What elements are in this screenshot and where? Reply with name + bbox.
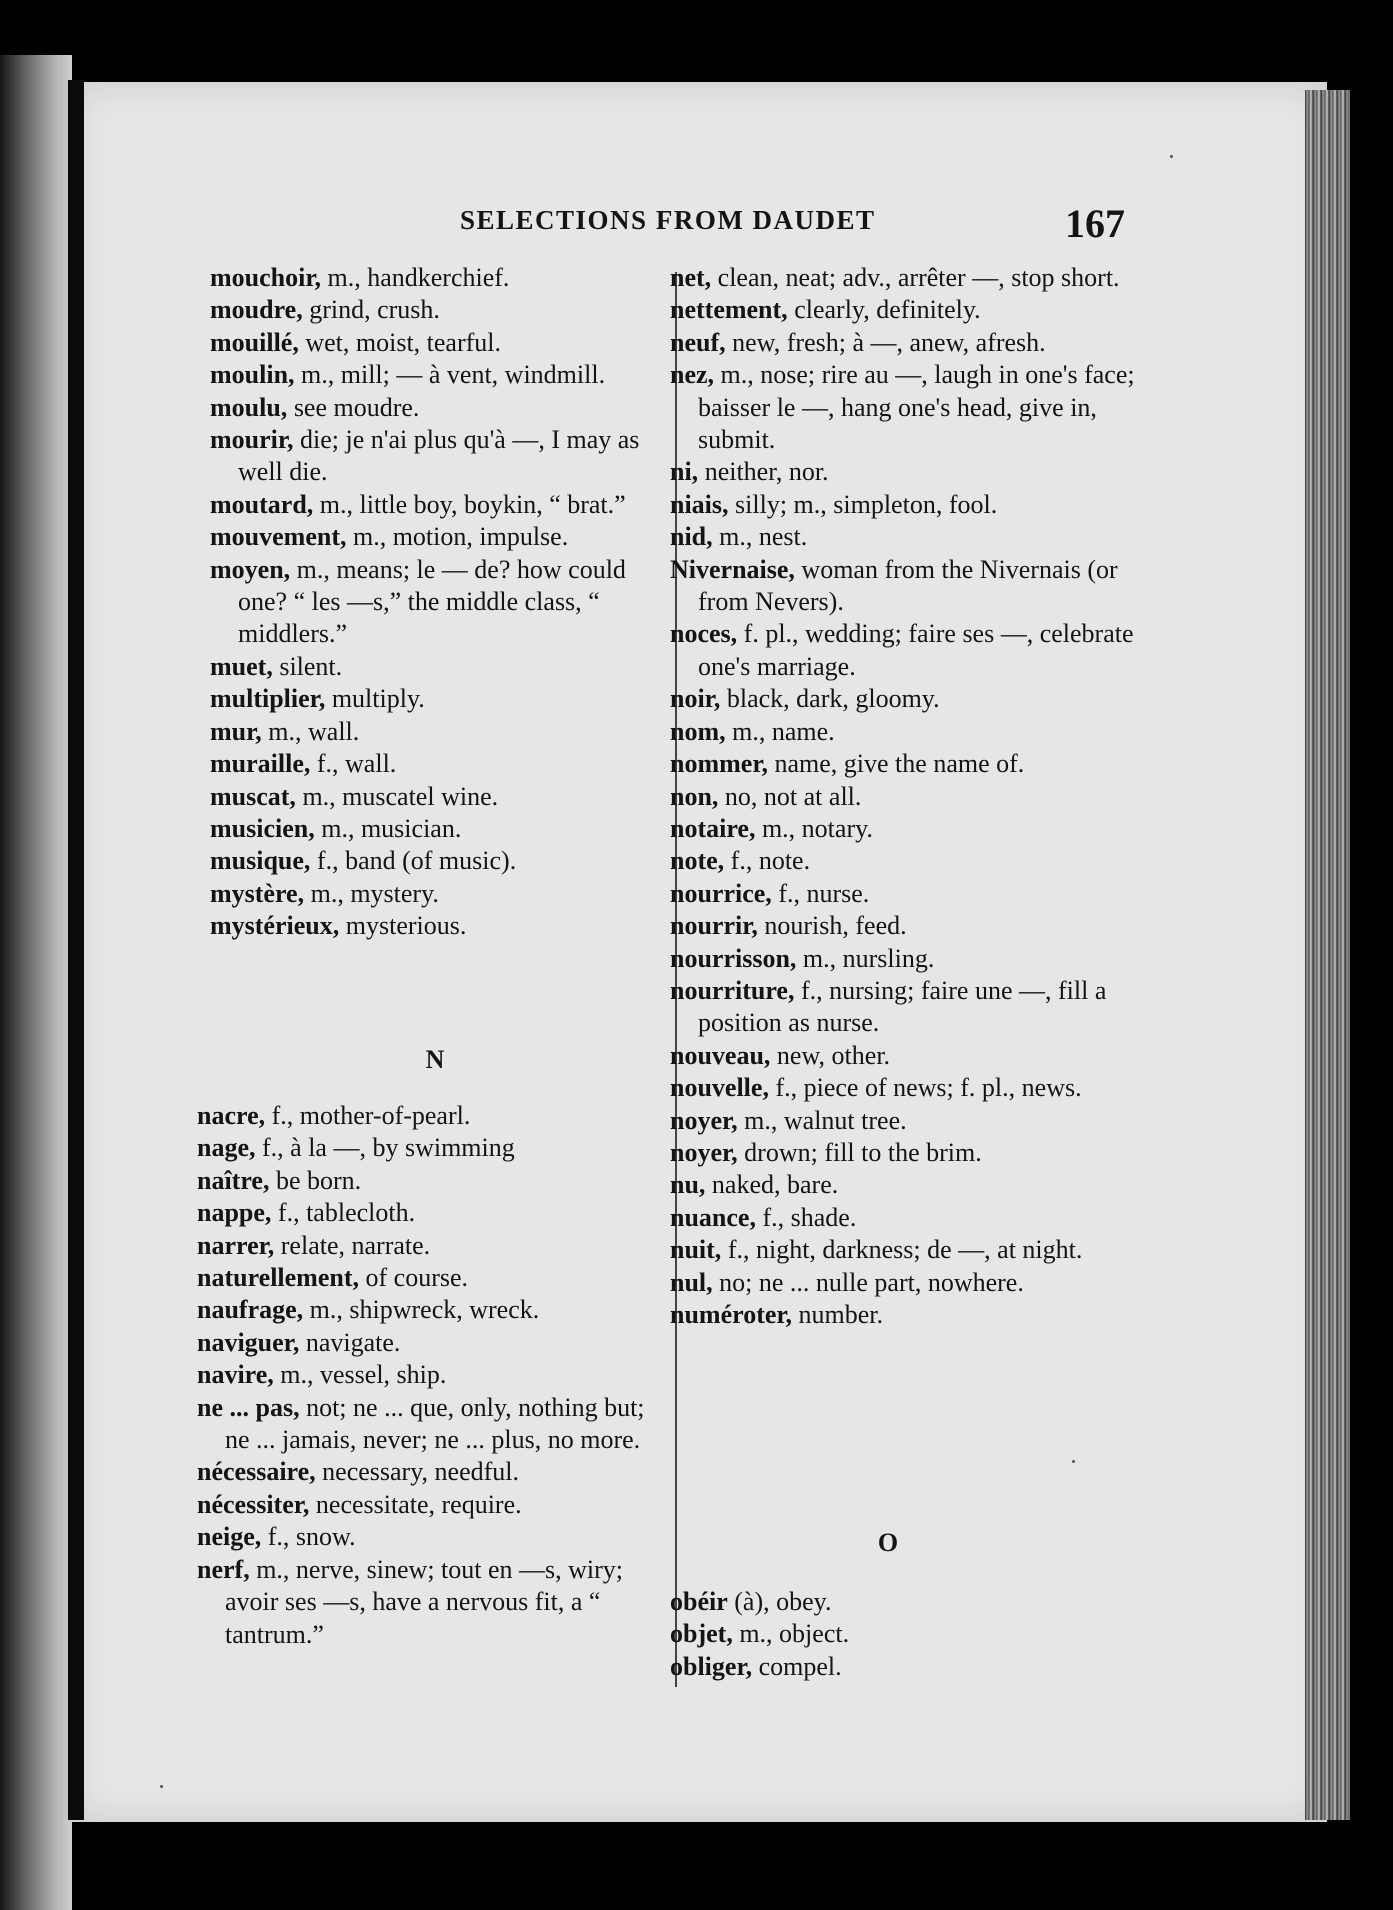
entry-headword: nouvelle,: [670, 1073, 769, 1103]
dictionary-entry: [670, 975, 1140, 1040]
dictionary-entry: [210, 554, 660, 651]
entry-headword: notaire,: [670, 813, 756, 843]
dictionary-entry: [670, 1137, 1140, 1169]
entry-definition: m., wall.: [261, 716, 360, 746]
dictionary-entry: [670, 1299, 1140, 1331]
entry-headword: moyen,: [210, 554, 291, 584]
entry-definition: no, not at all.: [718, 781, 862, 811]
dictionary-entry: [670, 262, 1140, 294]
entry-headword: nécessiter,: [197, 1489, 310, 1519]
dictionary-entry: [210, 651, 660, 683]
dictionary-entry: [670, 910, 1140, 942]
entry-headword: nu,: [670, 1170, 706, 1200]
entry-definition: f., wall.: [310, 749, 397, 779]
column-left-m: [210, 262, 660, 943]
entry-definition: f., shade.: [755, 1202, 857, 1232]
dictionary-entry: [670, 618, 1140, 683]
entry-headword: musique,: [210, 846, 311, 876]
left-page-edge: [0, 55, 72, 1910]
entry-definition: nourish, feed.: [757, 911, 907, 941]
entry-headword: muraille,: [210, 749, 311, 779]
entry-definition: multiply.: [325, 684, 425, 714]
dictionary-entry: [210, 878, 660, 910]
section-letter-o: O: [877, 1528, 899, 1557]
entry-definition: m., notary.: [755, 813, 873, 843]
entry-headword: obliger,: [670, 1651, 753, 1681]
entry-headword: nécessaire,: [197, 1457, 316, 1487]
entry-headword: nuance,: [670, 1202, 756, 1232]
entry-definition: silent.: [272, 651, 343, 681]
entry-definition: m., shipwreck, wreck.: [303, 1295, 540, 1325]
speck: [1170, 155, 1173, 158]
dictionary-entry: [670, 1618, 1140, 1650]
dictionary-entry: [197, 1456, 647, 1488]
entry-definition: m., mill; — à vent, windmill.: [294, 360, 606, 390]
dictionary-entry: [670, 781, 1140, 813]
dictionary-entry: [210, 489, 660, 521]
dictionary-entry: [670, 294, 1140, 326]
entry-headword: noces,: [670, 619, 738, 649]
entry-definition: necessitate, require.: [309, 1489, 522, 1519]
dictionary-entry: [197, 1230, 647, 1262]
entry-headword: nage,: [197, 1133, 256, 1163]
dictionary-entry: [670, 748, 1140, 780]
entry-headword: neige,: [197, 1522, 262, 1552]
entry-headword: naufrage,: [197, 1295, 304, 1325]
entry-definition: black, dark, gloomy.: [720, 684, 940, 714]
dictionary-entry: [197, 1100, 647, 1132]
dictionary-entry: [210, 845, 660, 877]
entry-headword: nourrice,: [670, 878, 772, 908]
entry-headword: nettement,: [670, 295, 788, 325]
entry-headword: nommer,: [670, 749, 768, 779]
entry-definition: clean, neat; adv., arrêter —, stop short.: [711, 263, 1120, 292]
entry-definition: relate, narrate.: [274, 1230, 431, 1260]
entry-headword: nuit,: [670, 1235, 722, 1265]
dictionary-entry: [210, 716, 660, 748]
entry-definition: m., mystery.: [304, 878, 439, 908]
entry-definition: mysterious.: [339, 911, 467, 941]
dictionary-entry: [670, 1072, 1140, 1104]
entry-definition: grind, crush.: [302, 295, 440, 325]
entry-definition: compel.: [752, 1651, 842, 1681]
entry-definition: m., musician.: [314, 813, 462, 843]
dictionary-entry: [670, 1202, 1140, 1234]
entry-headword: moutard,: [210, 489, 314, 519]
entry-definition: be born.: [269, 1165, 362, 1195]
entry-definition: f., à la —, by swimming: [255, 1133, 515, 1163]
entry-definition: see moudre.: [287, 392, 420, 422]
entry-definition: wet, moist, tearful.: [298, 327, 502, 357]
dictionary-entry: [670, 813, 1140, 845]
dictionary-entry: [670, 521, 1140, 553]
entry-definition: number.: [792, 1300, 884, 1329]
dictionary-entry: [670, 1105, 1140, 1137]
entry-headword: nul,: [670, 1267, 713, 1297]
dictionary-entry: [670, 716, 1140, 748]
entry-definition: woman from the Nivernais (or from Nevers).: [698, 554, 1118, 617]
dictionary-entry: [210, 392, 660, 424]
gutter-shadow: [68, 80, 84, 1820]
dictionary-entry: [210, 424, 660, 489]
dictionary-entry: [670, 878, 1140, 910]
dictionary-entry: [670, 359, 1140, 456]
dictionary-entry: [197, 1132, 647, 1164]
entry-definition: m., object.: [732, 1619, 850, 1649]
entry-definition: neither, nor.: [698, 457, 829, 487]
page-edge-stack: [1305, 90, 1350, 1820]
entry-headword: noyer,: [670, 1105, 738, 1135]
entry-headword: nouveau,: [670, 1040, 771, 1070]
dictionary-entry: [210, 294, 660, 326]
entry-definition: f., snow.: [261, 1522, 356, 1552]
entry-headword: Nivernaise,: [670, 554, 795, 584]
entry-definition: (à), obey.: [727, 1587, 832, 1616]
entry-headword: nez,: [670, 360, 715, 390]
entry-headword: ni,: [670, 457, 699, 487]
entry-definition: die; je n'ai plus qu'à —, I may as well die.: [238, 425, 640, 487]
entry-headword: nacre,: [197, 1101, 266, 1130]
entry-definition: f., band (of music).: [310, 846, 517, 876]
entry-headword: nappe,: [197, 1198, 272, 1228]
entry-headword: mur,: [210, 716, 262, 746]
running-head: SELECTIONS FROM DAUDET: [460, 205, 876, 235]
dictionary-entry: [210, 359, 660, 391]
entry-headword: naturellement,: [197, 1263, 359, 1293]
speck: [1072, 1460, 1075, 1463]
entry-definition: drown; fill to the brim.: [737, 1137, 982, 1167]
dictionary-entry: [197, 1262, 647, 1294]
entry-definition: no; ne ... nulle part, nowhere.: [712, 1267, 1024, 1297]
entry-definition: m., nursling.: [796, 943, 935, 973]
entry-headword: non,: [670, 781, 719, 811]
dictionary-entry: [197, 1392, 647, 1457]
entry-definition: of course.: [359, 1263, 469, 1293]
section-letter-n: N: [425, 1045, 445, 1074]
column-right-n: [670, 262, 1140, 1331]
entry-headword: narrer,: [197, 1230, 275, 1260]
dictionary-entry: [670, 1169, 1140, 1201]
dictionary-entry: [670, 683, 1140, 715]
entry-definition: m., muscatel wine.: [295, 781, 499, 811]
entry-headword: navire,: [197, 1360, 274, 1390]
entry-headword: mouchoir,: [210, 263, 321, 292]
dictionary-entry: [210, 262, 660, 294]
entry-headword: multiplier,: [210, 684, 326, 714]
entry-definition: name, give the name of.: [767, 749, 1025, 779]
entry-headword: net,: [670, 263, 712, 292]
entry-definition: m., vessel, ship.: [273, 1360, 447, 1390]
entry-headword: nid,: [670, 522, 713, 552]
entry-headword: naître,: [197, 1165, 270, 1195]
dictionary-entry: [197, 1521, 647, 1553]
entry-headword: nourrisson,: [670, 943, 797, 973]
dictionary-entry: [210, 748, 660, 780]
entry-definition: f. pl., wedding; faire ses —, celebrate one's marriage.: [698, 619, 1134, 681]
dictionary-entry: [670, 456, 1140, 488]
dictionary-entry: [197, 1197, 647, 1229]
column-left-n: [197, 1100, 647, 1651]
entry-headword: musicien,: [210, 813, 315, 843]
entry-definition: f., nurse.: [771, 878, 870, 908]
dictionary-entry: [210, 327, 660, 359]
column-right-o: [670, 1586, 1140, 1683]
entry-headword: noir,: [670, 684, 721, 714]
dictionary-entry: [197, 1294, 647, 1326]
entry-definition: m., name.: [725, 716, 835, 746]
entry-definition: f., note.: [724, 846, 811, 876]
entry-headword: nourrir,: [670, 911, 758, 941]
entry-definition: m., little boy, boykin, “ brat.”: [313, 489, 626, 519]
entry-headword: moulu,: [210, 392, 288, 422]
dictionary-entry: [197, 1165, 647, 1197]
entry-definition: m., nerve, sinew; tout en —s, wiry; avoir ses —s, have a nervous fit, a “ tantrum.”: [225, 1554, 624, 1649]
dictionary-entry: [670, 1040, 1140, 1072]
entry-definition: m., walnut tree.: [737, 1105, 907, 1135]
dictionary-entry: [670, 1234, 1140, 1266]
entry-headword: muet,: [210, 651, 273, 681]
entry-definition: necessary, needful.: [315, 1457, 519, 1487]
entry-definition: m., handkerchief.: [321, 263, 510, 292]
entry-definition: f., mother-of-pearl.: [265, 1101, 471, 1130]
dictionary-entry: [670, 327, 1140, 359]
entry-headword: nerf,: [197, 1554, 250, 1584]
entry-definition: f., tablecloth.: [271, 1198, 416, 1228]
entry-definition: m., nest.: [712, 522, 808, 552]
speck: [160, 1785, 163, 1788]
dictionary-entry: [670, 1586, 1140, 1618]
entry-headword: obéir: [670, 1587, 728, 1616]
dictionary-entry: [670, 554, 1140, 619]
entry-headword: nom,: [670, 716, 726, 746]
entry-definition: f., piece of news; f. pl., news.: [768, 1073, 1082, 1103]
entry-definition: silly; m., simpleton, fool.: [728, 489, 998, 519]
dictionary-entry: [670, 1651, 1140, 1683]
entry-definition: m., means; le — de? how could one? “ les —s,” the middle class, “ middlers.”: [238, 554, 626, 649]
entry-headword: moulin,: [210, 360, 295, 390]
entry-headword: noyer,: [670, 1137, 738, 1167]
entry-headword: note,: [670, 846, 725, 876]
entry-definition: navigate.: [299, 1327, 401, 1357]
dictionary-entry: [197, 1489, 647, 1521]
dictionary-entry: [197, 1359, 647, 1391]
entry-definition: new, other.: [770, 1040, 891, 1070]
dictionary-entry: [670, 489, 1140, 521]
dictionary-entry: [210, 813, 660, 845]
dictionary-entry: [670, 845, 1140, 877]
entry-headword: moudre,: [210, 295, 303, 325]
entry-definition: m., motion, impulse.: [346, 522, 569, 552]
entry-headword: neuf,: [670, 327, 726, 357]
entry-definition: f., night, darkness; de —, at night.: [721, 1235, 1083, 1265]
dictionary-entry: [197, 1554, 647, 1651]
dictionary-entry: [210, 683, 660, 715]
entry-headword: naviguer,: [197, 1327, 300, 1357]
dictionary-entry: [210, 910, 660, 942]
entry-headword: niais,: [670, 489, 729, 519]
entry-headword: objet,: [670, 1619, 733, 1649]
dictionary-entry: [670, 943, 1140, 975]
entry-headword: muscat,: [210, 781, 296, 811]
entry-headword: numéroter,: [670, 1300, 793, 1329]
dictionary-entry: [197, 1327, 647, 1359]
entry-headword: mystérieux,: [210, 911, 340, 941]
entry-definition: m., nose; rire au —, laugh in one's face; baisser le —, hang one's head, give in, submit.: [698, 360, 1135, 455]
entry-headword: mourir,: [210, 425, 294, 455]
entry-headword: mystère,: [210, 878, 305, 908]
entry-definition: naked, bare.: [705, 1170, 839, 1200]
entry-headword: ne ... pas,: [197, 1392, 300, 1422]
entry-headword: mouvement,: [210, 522, 347, 552]
entry-definition: new, fresh; à —, anew, afresh.: [725, 327, 1046, 357]
dictionary-entry: [670, 1267, 1140, 1299]
entry-headword: mouillé,: [210, 327, 299, 357]
entry-definition: not; ne ... que, only, nothing but; ne ... jamais, never; ne ... plus, no more.: [225, 1392, 645, 1455]
page-number: 167: [1065, 201, 1125, 246]
entry-headword: nourriture,: [670, 975, 795, 1005]
entry-definition: f., nursing; faire une —, fill a position as nurse.: [698, 975, 1107, 1038]
entry-definition: clearly, definitely.: [787, 295, 981, 325]
dictionary-entry: [210, 781, 660, 813]
dictionary-entry: [210, 521, 660, 553]
